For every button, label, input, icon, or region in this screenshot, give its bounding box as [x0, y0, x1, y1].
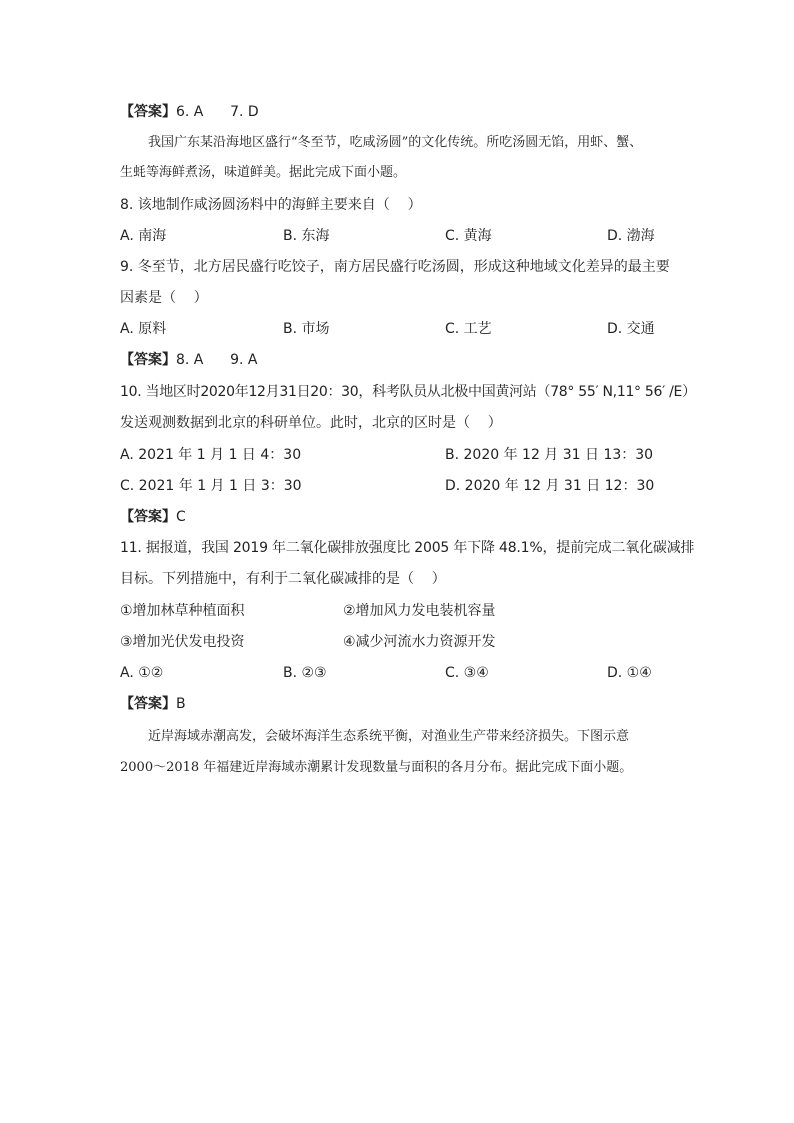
question-9-stem-line-1: 9. 冬至节，北方居民盛行吃饺子，南方居民盛行吃汤圆，形成这种地域文化差异的最主要 — [120, 259, 670, 275]
q9-option-a: A. 原料 — [120, 321, 167, 337]
answer-tag: 【答案】 — [120, 352, 176, 368]
answer-6-7 — [120, 102, 259, 122]
question-9-stem-line-2: 因素是（ ） — [120, 290, 208, 306]
q10-option-c: C. 2021 年 1 月 1 日 3：30 — [120, 478, 302, 494]
question-10-stem-line-2: 发送观测数据到北京的科研单位。此时，北京的区时是（ ） — [120, 415, 502, 431]
q11-option-a: A. ①② — [120, 665, 164, 681]
question-11-stem-line-1: 11. 据报道，我国 2019 年二氧化碳排放强度比 2005 年下降 48.1%，提前完成二氧化碳减排 — [120, 540, 695, 556]
question-10-stem-line-1: 10. 当地区时2020年12月31日20：30，科考队员从北极中国黄河站（78° 55′ N,11° 56′ /E） — [120, 384, 696, 400]
q8-option-c: C. 黄海 — [445, 228, 492, 244]
answer-tag: 【答案】 — [120, 104, 176, 120]
q11-item-4: ④减少河流水力资源开发 — [343, 634, 496, 650]
answer-text: B — [176, 696, 186, 712]
q11-option-b: B. ②③ — [283, 665, 327, 681]
q10-option-d: D. 2020 年 12 月 31 日 12：30 — [445, 478, 655, 494]
q10-option-a: A. 2021 年 1 月 1 日 4：30 — [120, 447, 302, 463]
q11-option-c: C. ③④ — [445, 665, 489, 681]
intro-paragraph-2-line-2: 2000～2018 年福建近岸海域赤潮累计发现数量与面积的各月分布。据此完成下面小题。 — [120, 760, 633, 775]
answer-11 — [120, 694, 186, 714]
q8-option-a: A. 南海 — [120, 228, 167, 244]
intro-paragraph-2-line-1: 近岸海域赤潮高发，会破坏海洋生态系统平衡，对渔业生产带来经济损失。下图示意 — [148, 729, 630, 744]
answer-8-9 — [120, 350, 257, 370]
answer-tag: 【答案】 — [120, 509, 176, 525]
answer-text: 8. A 9. A — [176, 352, 258, 368]
q9-option-c: C. 工艺 — [445, 321, 492, 337]
answer-text: 6. A 7. D — [176, 104, 259, 120]
q9-option-b: B. 市场 — [283, 321, 330, 337]
q11-item-1: ①增加林草种植面积 — [120, 603, 245, 619]
q11-item-3: ③增加光伏发电投资 — [120, 634, 245, 650]
q8-option-b: B. 东海 — [283, 228, 330, 244]
answer-10 — [120, 507, 186, 527]
question-8-stem: 8. 该地制作咸汤圆汤料中的海鲜主要来自（ ） — [120, 197, 422, 213]
q8-option-d: D. 渤海 — [607, 228, 655, 244]
question-11-stem-line-2: 目标。下列措施中，有利于二氧化碳减排的是（ ） — [120, 571, 446, 587]
q11-option-d: D. ①④ — [607, 665, 652, 681]
q9-option-d: D. 交通 — [607, 321, 655, 337]
answer-tag: 【答案】 — [120, 696, 176, 712]
q10-option-b: B. 2020 年 12 月 31 日 13：30 — [445, 447, 654, 463]
intro-paragraph-line-2: 生蚝等海鲜煮汤，味道鲜美。据此完成下面小题。 — [120, 165, 407, 180]
answer-text: C — [176, 509, 186, 525]
intro-paragraph-line-1: 我国广东某沿海地区盛行“冬至节，吃咸汤圆”的文化传统。所吃汤圆无馅，用虾、蟹、 — [148, 135, 643, 150]
q11-item-2: ②增加风力发电装机容量 — [343, 603, 496, 619]
